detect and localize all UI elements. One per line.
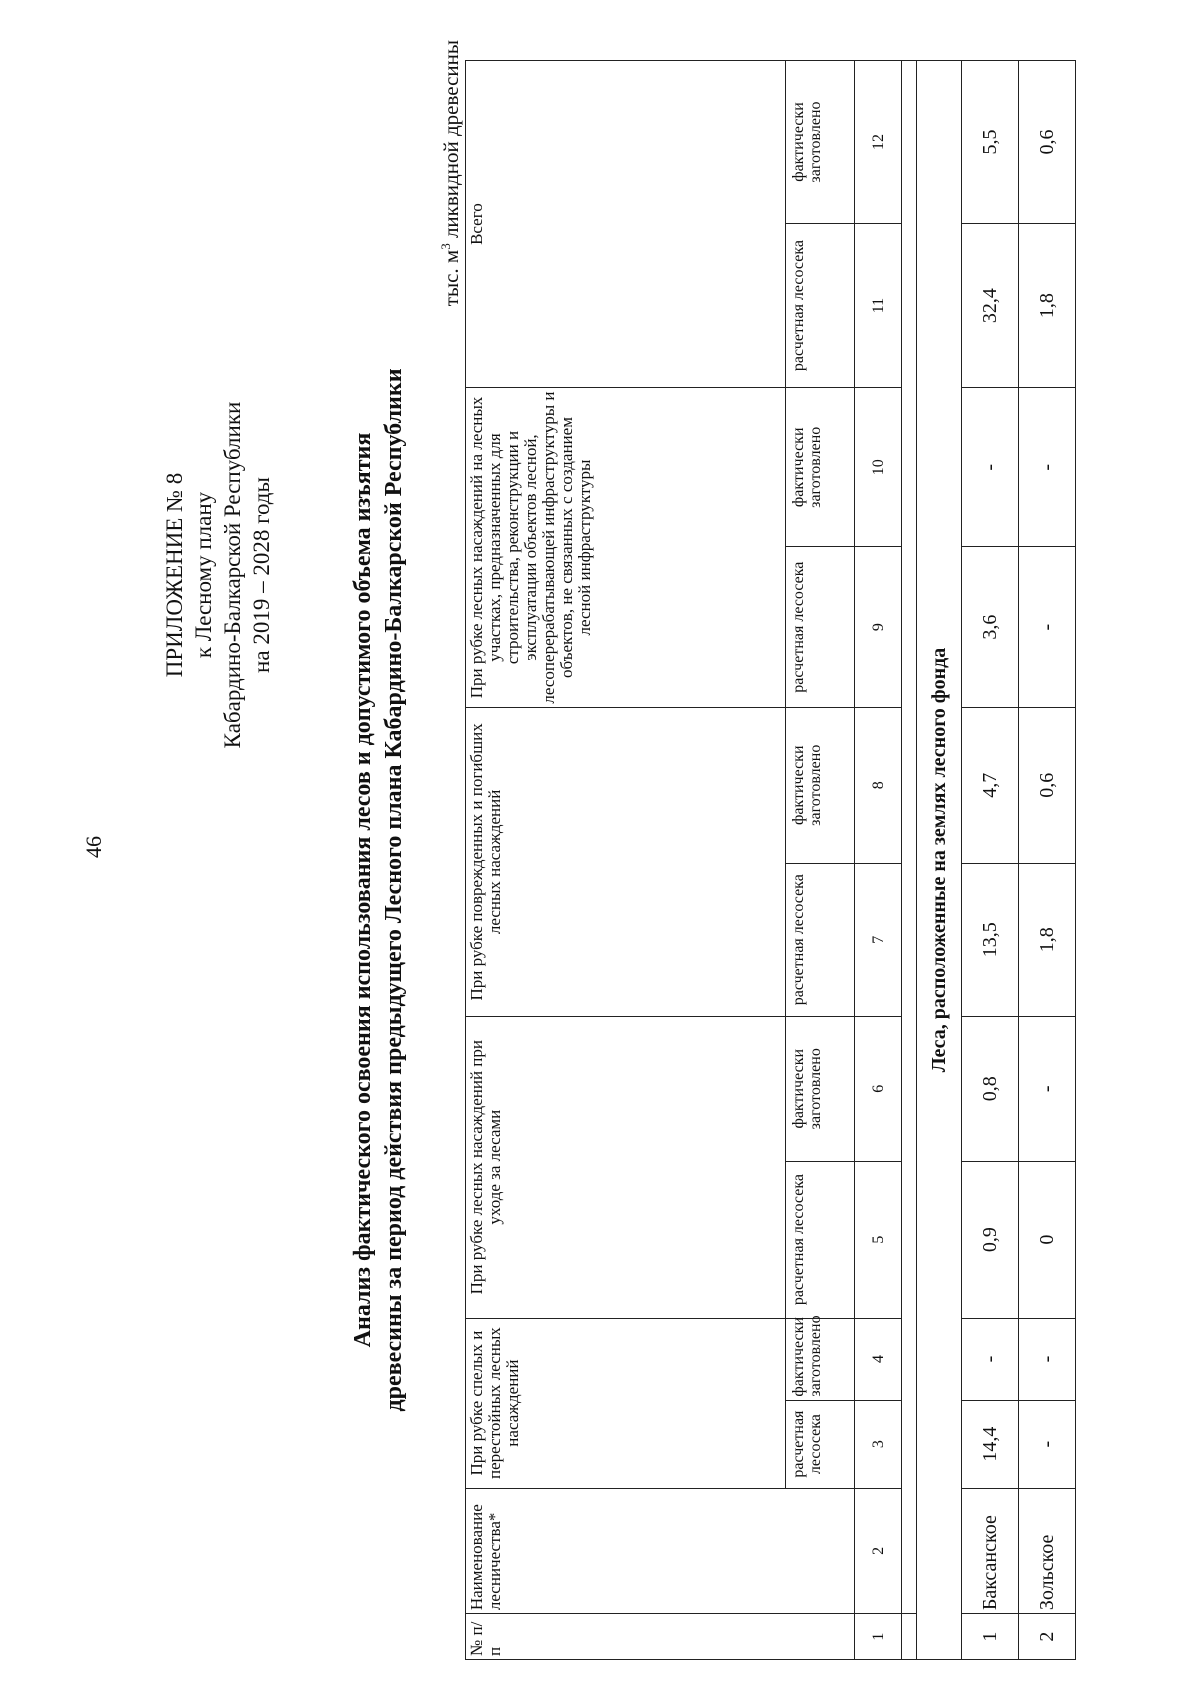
title-line-2: древесины за период действия предыдущего Лесного плана Кабардино-Балкарской Республики xyxy=(381,368,407,1412)
value-cell: 5,5 xyxy=(962,61,1019,224)
units-suffix: ликвидной древесины xyxy=(439,40,463,244)
page-number: 46 xyxy=(81,836,106,858)
header-group-total: Всего xyxy=(466,61,786,388)
forestry-name: Зольское xyxy=(1019,1488,1076,1614)
sub-actual-3: фактически заготовлено xyxy=(786,707,855,863)
value-cell: 1,8 xyxy=(1019,863,1076,1016)
value-cell: - xyxy=(1019,1318,1076,1400)
value-cell: 0,6 xyxy=(1019,707,1076,863)
section-row xyxy=(917,61,962,1660)
value-cell: 0 xyxy=(1019,1161,1076,1318)
col-index-cell: 11 xyxy=(855,224,902,388)
sub-actual-1: фактически заготовлено xyxy=(786,1318,855,1400)
header-name: Наименование лесничества* xyxy=(466,1488,855,1614)
col-index-cell: 1 xyxy=(855,1614,902,1660)
col-index-cell: 7 xyxy=(855,863,902,1016)
col-index-cell: 10 xyxy=(855,388,902,547)
spacer-cell-wide xyxy=(902,61,917,1614)
value-cell: - xyxy=(1019,388,1076,547)
value-cell: 4,7 xyxy=(962,707,1019,863)
appendix-block xyxy=(160,365,276,785)
document-title xyxy=(348,200,410,1580)
header-group-care: При рубке лесных насаждений при уходе за лесами xyxy=(466,1016,786,1318)
row-num: 2 xyxy=(1019,1614,1076,1660)
value-cell: 3,6 xyxy=(962,547,1019,707)
sub-planned-2: расчетная лесосека xyxy=(786,1161,855,1318)
column-index-row xyxy=(855,61,902,1660)
header-group-damaged: При рубке поврежденных и погибших лесных насаждений xyxy=(466,707,786,1016)
table-row xyxy=(1019,61,1076,1660)
appendix-line-2: к Лесному плану xyxy=(191,491,216,659)
value-cell: - xyxy=(1019,1016,1076,1161)
header-group-mature: При рубке спелых и перестойных лесных насаждений xyxy=(466,1318,786,1488)
units-prefix: тыс. м xyxy=(439,249,463,307)
appendix-line-4: на 2019 – 2028 годы xyxy=(249,477,274,673)
col-index-cell: 3 xyxy=(855,1400,902,1488)
title-line-1: Анализ фактического освоения использования лесов и допустимого объема изъятия xyxy=(350,432,376,1348)
spacer-cell xyxy=(902,1614,917,1660)
section-title: Леса, расположенные на землях лесного фонда xyxy=(917,61,962,1660)
sub-actual-4: фактически заготовлено xyxy=(786,388,855,547)
value-cell: 0,6 xyxy=(1019,61,1076,224)
units-superscript: 3 xyxy=(438,243,453,250)
col-index-cell: 9 xyxy=(855,547,902,707)
value-cell: 1,8 xyxy=(1019,224,1076,388)
sub-planned-3: расчетная лесосека xyxy=(786,863,855,1016)
sub-actual-2: фактически заготовлено xyxy=(786,1016,855,1161)
appendix-line-3: Кабардино-Балкарской Республики xyxy=(220,401,245,749)
col-index-cell: 2 xyxy=(855,1488,902,1614)
spacer-row xyxy=(902,61,917,1660)
rotated-page xyxy=(160,40,1065,1660)
col-index-cell: 8 xyxy=(855,707,902,863)
col-index-cell: 5 xyxy=(855,1161,902,1318)
col-index-cell: 6 xyxy=(855,1016,902,1161)
row-num: 1 xyxy=(962,1614,1019,1660)
value-cell: - xyxy=(1019,547,1076,707)
value-cell: - xyxy=(1019,1400,1076,1488)
value-cell: 32,4 xyxy=(962,224,1019,388)
table-row xyxy=(962,61,1019,1660)
value-cell: - xyxy=(962,388,1019,547)
units-caption xyxy=(438,40,464,510)
value-cell: 0,8 xyxy=(962,1016,1019,1161)
wood-harvest-table xyxy=(465,60,1076,1660)
sub-actual-5: фактически заготовлено xyxy=(786,61,855,224)
forestry-name: Баксанское xyxy=(962,1488,1019,1614)
value-cell: - xyxy=(962,1318,1019,1400)
value-cell: 14,4 xyxy=(962,1400,1019,1488)
sub-planned-5: расчетная лесосека xyxy=(786,224,855,388)
header-row-groups xyxy=(466,61,786,1660)
value-cell: 0,9 xyxy=(962,1161,1019,1318)
sub-planned-1: расчетная лесосека xyxy=(786,1400,855,1488)
sub-planned-4: расчетная лесосека xyxy=(786,547,855,707)
header-row-sub xyxy=(786,61,855,1660)
appendix-line-1: ПРИЛОЖЕНИЕ № 8 xyxy=(162,472,187,678)
col-index-cell: 4 xyxy=(855,1318,902,1400)
header-group-infrastructure: При рубке лесных насаждений на лесных участках, предназначенных для строительства, реконструкции и эксплуатации объектов лесной, лесоперерабатывающей инфраструктуры и объектов, не связанных с созданием лесной инфраструктуры xyxy=(466,388,786,708)
col-index-cell: 12 xyxy=(855,61,902,224)
header-num: № п/п xyxy=(466,1614,855,1660)
value-cell: 13,5 xyxy=(962,863,1019,1016)
